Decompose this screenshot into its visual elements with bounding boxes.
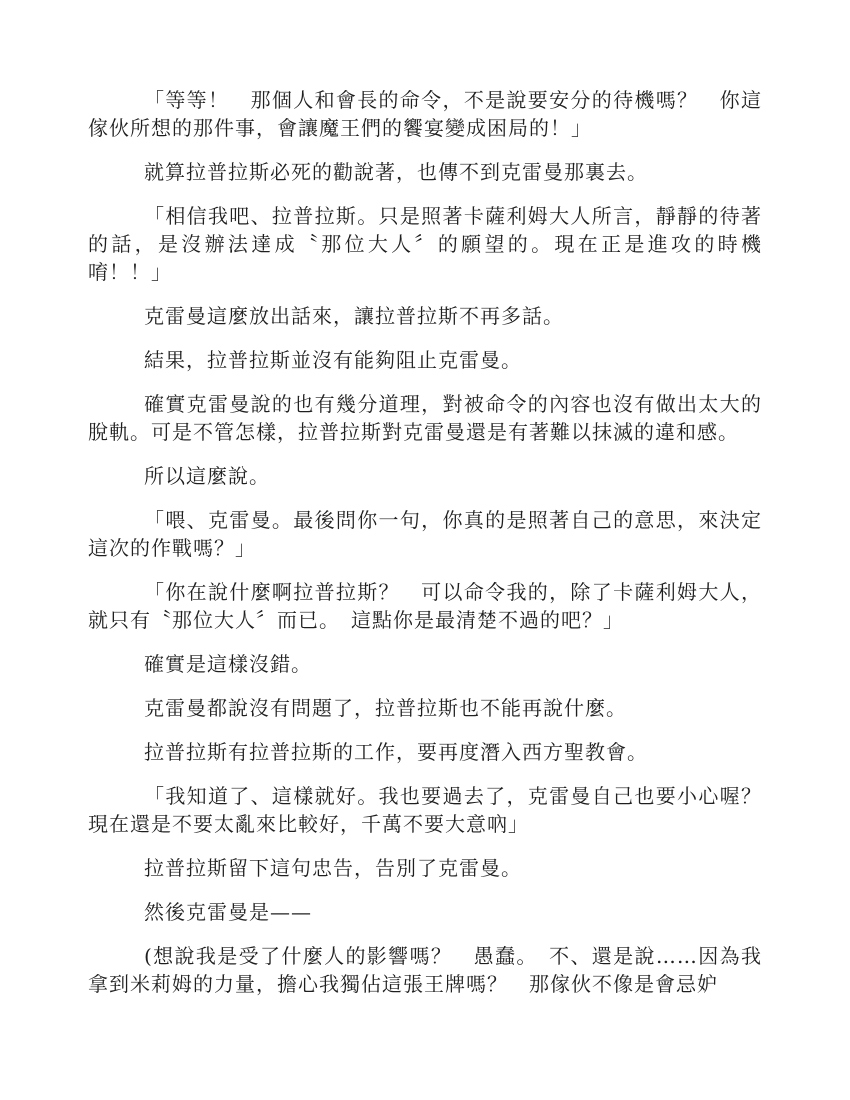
paragraph: 「你在說什麼啊拉普拉斯？ 可以命令我的，除了卡薩利姆大人，就只有〝那位大人〞而已。 這點你是最清楚不過的吧？」 <box>88 580 762 632</box>
paragraph: 拉普拉斯有拉普拉斯的工作，要再度潛入西方聖教會。 <box>144 740 648 764</box>
paragraph: 克雷曼這麼放出話來，讓拉普拉斯不再多話。 <box>144 304 564 328</box>
paragraph: 克雷曼都說沒有問題了，拉普拉斯也不能再說什麼。 <box>144 696 627 720</box>
paragraph: 「等等！ 那個人和會長的命令，不是說要安分的待機嗎？ 你這傢伙所想的那件事，會讓魔王們的饗宴變成困局的！」 <box>88 88 762 140</box>
paragraph: (想說我是受了什麼人的影響嗎？ 愚蠢。 不、還是說……因為我拿到米莉姆的力量，擔心我獨佔這張王牌嗎？ 那傢伙不像是會忌妒 <box>88 944 762 996</box>
paragraph: 拉普拉斯留下這句忠告，告別了克雷曼。 <box>144 856 522 880</box>
paragraph: 結果，拉普拉斯並沒有能夠阻止克雷曼。 <box>144 348 522 372</box>
paragraph: 「相信我吧、拉普拉斯。只是照著卡薩利姆大人所言，靜靜的待著的話，是沒辦法達成〝那位大人〞的願望的。現在正是進攻的時機唷！！」 <box>88 204 762 284</box>
paragraph: 「喂、克雷曼。最後問你一句，你真的是照著自己的意思，來決定這次的作戰嗎？」 <box>88 508 762 560</box>
paragraph: 確實是這樣沒錯。 <box>144 652 312 676</box>
paragraph: 確實克雷曼說的也有幾分道理，對被命令的內容也沒有做出太大的脫軌。可是不管怎樣，拉普拉斯對克雷曼還是有著難以抹滅的違和感。 <box>88 392 762 444</box>
paragraph: 然後克雷曼是—— <box>144 900 312 924</box>
paragraph: 所以這麼說。 <box>144 464 270 488</box>
paragraph: 「我知道了、這樣就好。我也要過去了，克雷曼自己也要小心喔？ 現在還是不要太亂來比較好，千萬不要大意吶」 <box>88 784 783 836</box>
paragraph: 就算拉普拉斯必死的勸說著，也傳不到克雷曼那裏去。 <box>144 160 648 184</box>
